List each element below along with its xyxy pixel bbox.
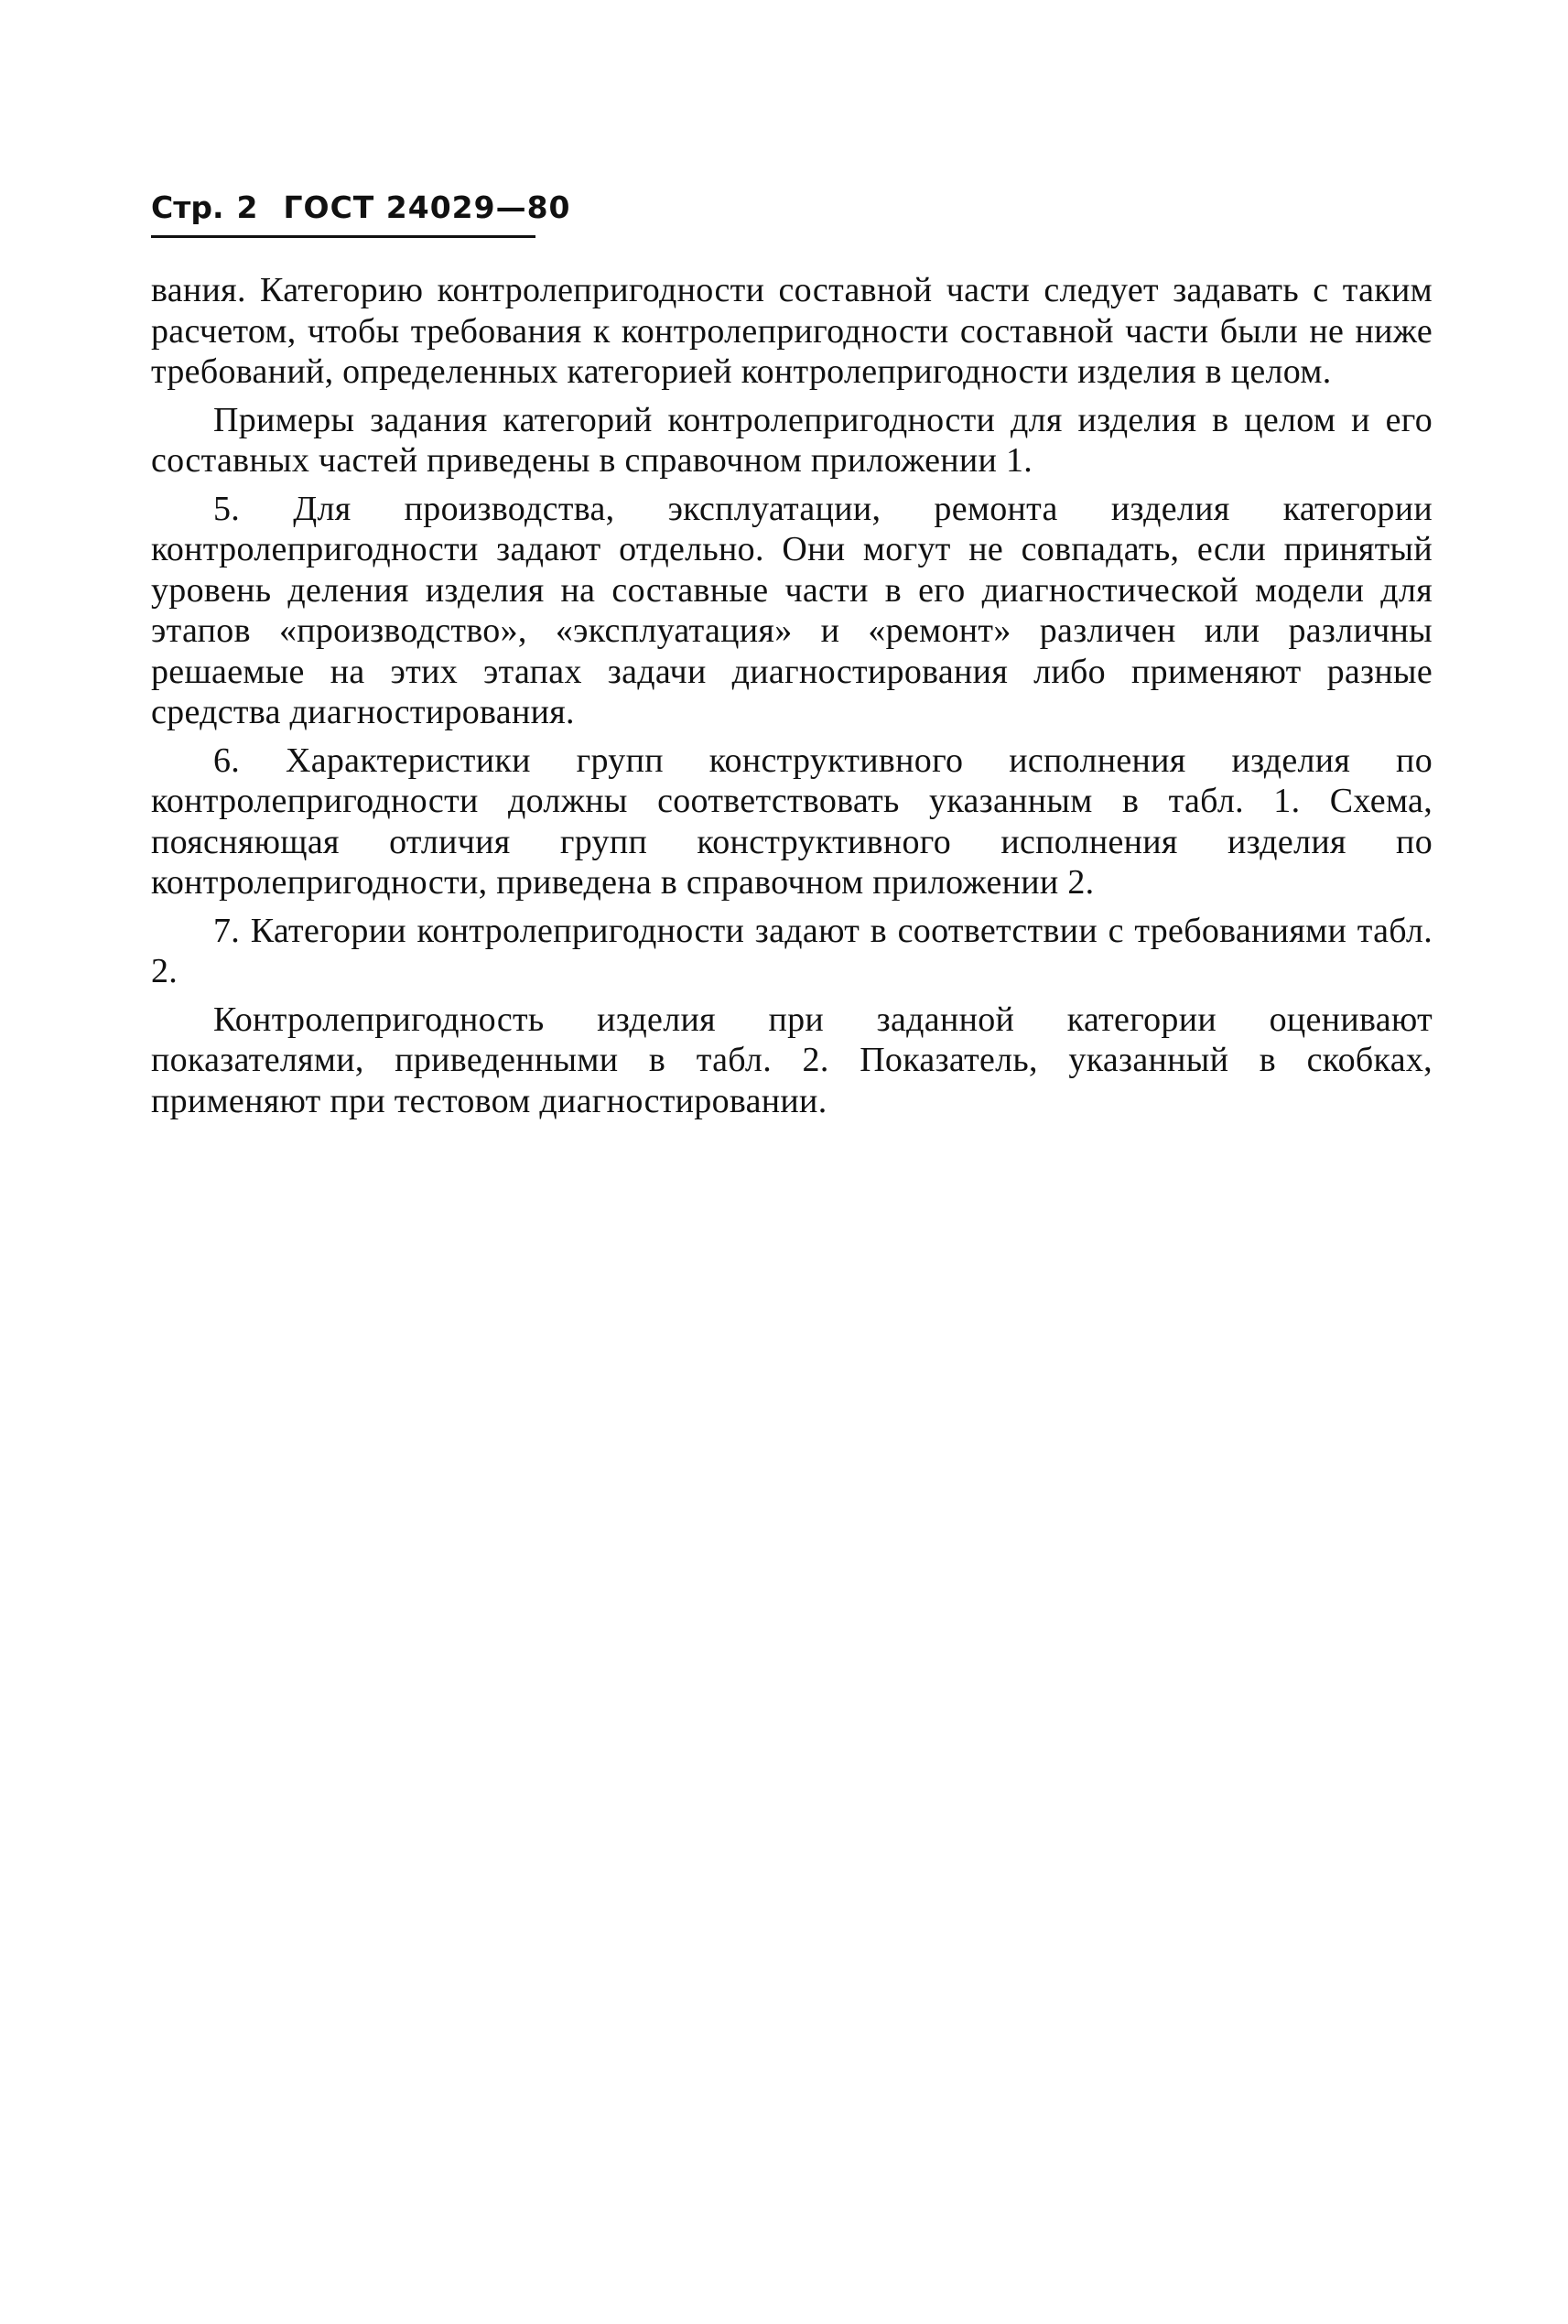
standard-code: ГОСТ 24029—80 [283,189,571,225]
header-rule [151,235,535,238]
paragraph-item-6: 6. Характеристики групп конструктивного исполнения изделия по контролепригодности должны соответствовать указанным в табл. 1. Схема, поясняющая отличия групп конструктивного исполнения изделия по контролепригодности, приведена в справочном приложении 2. [151,740,1433,902]
page-header [151,188,571,228]
page-number: 2 [236,189,258,225]
paragraph-examples: Примеры задания категорий контролепригодности для изделия в целом и его составных частей приведены в справочном приложении 1. [151,400,1433,480]
paragraph-item-7: 7. Категории контролепригодности задают в соответствии с требованиями табл. 2. [151,911,1433,990]
paragraph-continuation: вания. Категорию контролепригодности составной части следует задавать с таким расчетом, чтобы требования к контролепригодности составной части были не ниже требований, определенных категорией контролепригодности изделия в целом. [151,271,1433,391]
paragraph-assessment: Контролепригодность изделия при заданной категории оценивают показателями, приведенными в табл. 2. Показатель, указанный в скобках, применяют при тестовом диагностировании. [151,1000,1433,1120]
page-label: Стр. [151,189,224,225]
paragraph-item-5: 5. Для производства, эксплуатации, ремонта изделия категории контролепригодности задают отдельно. Они могут не совпадать, если принятый уровень деления изделия на составные части в его диагностической модели для этапов «производство», «эксплуатация» и «ремонт» различен или различны решаемые на этих этапах задачи диагностирования либо применяют разные средства диагностирования. [151,489,1433,731]
document-body [151,270,1433,1129]
